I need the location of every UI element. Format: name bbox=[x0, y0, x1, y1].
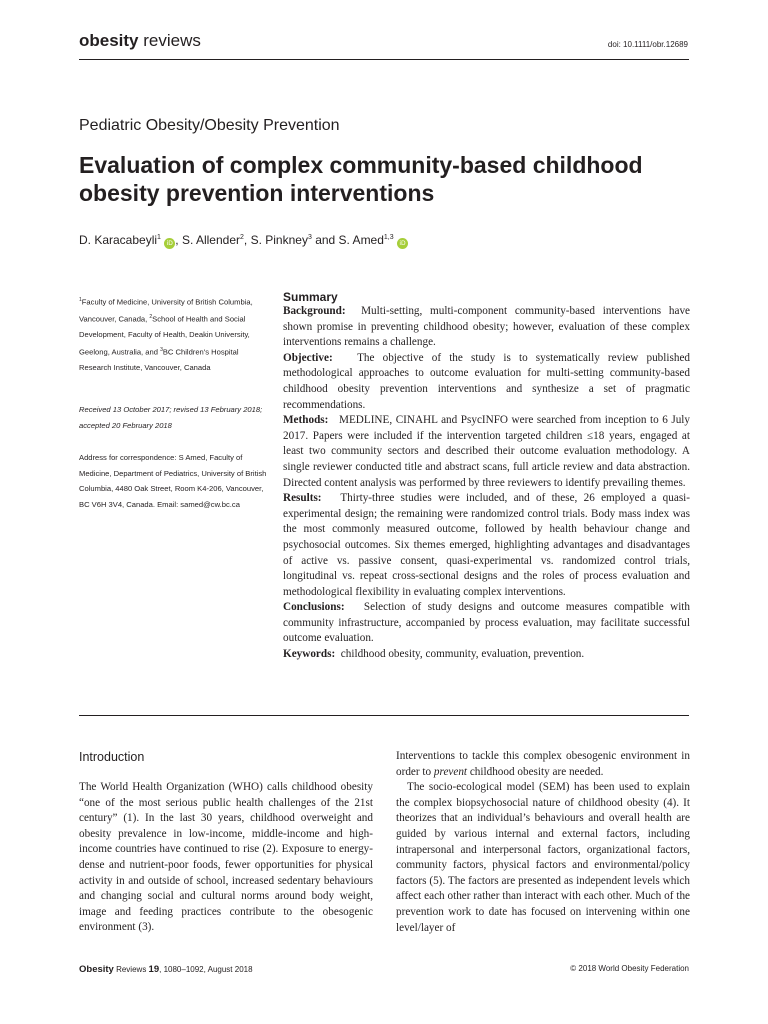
abstract-text: MEDLINE, CINAHL and PsycINFO were searched from inception to 6 July 2017. Papers were included if the intervention targeted children ≤18 years, engaged at least two community sectors and described their outcome evaluation methodology. A single reviewer conducted title and abstract scans, full article review and data abstraction. Directed content analysis was performed by three reviewers to identify prevailing themes. bbox=[283, 414, 691, 489]
affiliation-marker: 1 bbox=[79, 297, 82, 303]
body-paragraph bbox=[396, 749, 690, 780]
body-text: Interventions to tackle this complex obesogenic environment in order to bbox=[396, 750, 690, 778]
summary-heading: Summary bbox=[283, 290, 338, 304]
author-pinkney: , S. Pinkney bbox=[243, 233, 308, 247]
body-emphasis: prevent bbox=[433, 765, 468, 778]
abstract-text: The objective of the study is to systematically review published methodological approaches to outcome evaluation for multi-setting community-based childhood obesity prevention interventions and synthesize a set of pragmatic recommendations. bbox=[283, 351, 690, 411]
body-column-left bbox=[79, 780, 373, 936]
body-text: childhood obesity are needed. bbox=[467, 765, 604, 778]
abstract-text: Selection of study designs and outcome measures compatible with community infrastructure, accompanied by process evaluation, may facilitate successful outcome evaluation. bbox=[283, 601, 691, 645]
author-affiliation-marker: 2 bbox=[240, 234, 244, 241]
affiliation-text: School of Health and Social Development, Faculty of Health, Deakin University, Geelong, Australia, and bbox=[79, 314, 250, 357]
footer-volume: 19 bbox=[148, 964, 160, 975]
author-affiliation-marker: 1,3 bbox=[383, 234, 394, 241]
abstract-conclusions bbox=[283, 600, 690, 647]
header-rule bbox=[79, 59, 689, 60]
footer-journal-bold: Obesity bbox=[79, 964, 114, 975]
section-label: Pediatric Obesity/Obesity Prevention bbox=[79, 117, 340, 134]
abstract-label: Background: bbox=[283, 305, 346, 317]
abstract-results bbox=[283, 491, 690, 600]
abstract-text: childhood obesity, community, evaluation, prevention. bbox=[340, 648, 585, 661]
abstract-label: Objective: bbox=[283, 351, 333, 364]
abstract-methods bbox=[283, 413, 690, 491]
abstract-label: Results: bbox=[283, 492, 322, 505]
introduction-heading: Introduction bbox=[79, 750, 145, 764]
author-amed: and S. Amed bbox=[311, 233, 384, 247]
body-paragraph: The socio-ecological model (SEM) has been used to explain the complex biopsychosocial nature of childhood obesity (4). It theorizes that an individual’s behaviours and overall health are guided by various internal and external factors, including intrapersonal and interpersonal factors, organizational factors, community factors, physical factors and environmental/policy factors (5). The factors are presented as independent levels which affect each other rather than interact with each other. Much of the prevention work to date has focused on intervening within one level/layer of bbox=[396, 781, 690, 934]
orcid-icon[interactable]: iD bbox=[397, 238, 408, 249]
affiliation-text: BC Children's Hospital Research Institute, Vancouver, Canada bbox=[79, 347, 239, 372]
footer-journal-rest: Reviews bbox=[113, 965, 149, 974]
affiliations bbox=[79, 293, 269, 375]
author-affiliation-marker: 3 bbox=[307, 234, 312, 241]
footer-citation bbox=[79, 964, 253, 975]
section-divider bbox=[79, 715, 689, 716]
body-paragraph: The World Health Organization (WHO) calls childhood obesity “one of the most serious public health challenges of the 21st century” (1). In the last 30 years, childhood overweight and obesity prevalence in low-income, middle-income and high-income countries have continued to rise (2). Exposure to energy-dense and nutrient-poor foods, fewer opportunities for physical activity in and outside of school, increased sedentary behaviours and changing social and cultural norms around body weight, image and feeding practices contribute to the obesogenic environment (3). bbox=[79, 781, 373, 934]
journal-name-bold: obesity bbox=[79, 31, 139, 50]
abstract-objective bbox=[283, 351, 690, 413]
author-karacabeyli: D. Karacabeyli bbox=[79, 233, 158, 247]
abstract-label: Methods: bbox=[283, 414, 329, 427]
orcid-icon[interactable]: iD bbox=[164, 238, 175, 249]
body-column-right bbox=[396, 749, 690, 936]
journal-name-rest: reviews bbox=[138, 31, 201, 50]
footer-pages: , 1080–1092, August 2018 bbox=[159, 965, 253, 974]
affiliation-marker: 3 bbox=[160, 346, 163, 353]
abstract-background bbox=[283, 304, 690, 351]
abstract-text: Thirty-three studies were included, and of these, 26 employed a quasi-experimental design; the remaining were randomized control trials. Body mass index was the most commonly measured outcome, followed by health behaviour change and psychosocial outcomes. Six themes emerged, highlighting advantages and disadvantages of active vs. passive consent, quasi-experimental vs. randomized control trials, longitudinal vs. repeat cross-sectional designs and the roles of process evaluation and methodological flexibility in evaluating complex interventions. bbox=[283, 492, 691, 598]
article-dates: Received 13 October 2017; revised 13 February 2018; accepted 20 February 2018 bbox=[79, 405, 263, 430]
abstract-label: Keywords: bbox=[283, 648, 336, 661]
author-list bbox=[79, 233, 408, 249]
footer-copyright: © 2018 World Obesity Federation bbox=[570, 964, 689, 973]
author-affiliation-marker: 1 bbox=[157, 234, 161, 241]
abstract-label: Conclusions: bbox=[283, 601, 345, 614]
author-allender: , S. Allender bbox=[175, 233, 241, 247]
doi[interactable]: doi: 10.1111/obr.12689 bbox=[607, 40, 688, 49]
affiliation-text: Faculty of Medicine, University of British Columbia, Vancouver, Canada, bbox=[79, 297, 253, 324]
affiliation-marker: 2 bbox=[149, 314, 153, 321]
correspondence-address: Address for correspondence: S Amed, Faculty of Medicine, Department of Pediatrics, University of British Columbia, 4480 Oak Street, Room K4-206, Vancouver, BC V6H 3V4, Canada. Email: samed@cw.bc.ca bbox=[79, 453, 267, 509]
journal-name bbox=[79, 31, 201, 51]
article-title: Evaluation of complex community-based childhood obesity prevention interventions bbox=[79, 152, 643, 206]
abstract-text: Multi-setting, multi-component community-based interventions have shown promise in preventing childhood obesity; however, evaluation of these complex interventions remains a challenge. bbox=[283, 305, 691, 349]
abstract-keywords bbox=[283, 647, 690, 663]
abstract bbox=[283, 304, 690, 663]
